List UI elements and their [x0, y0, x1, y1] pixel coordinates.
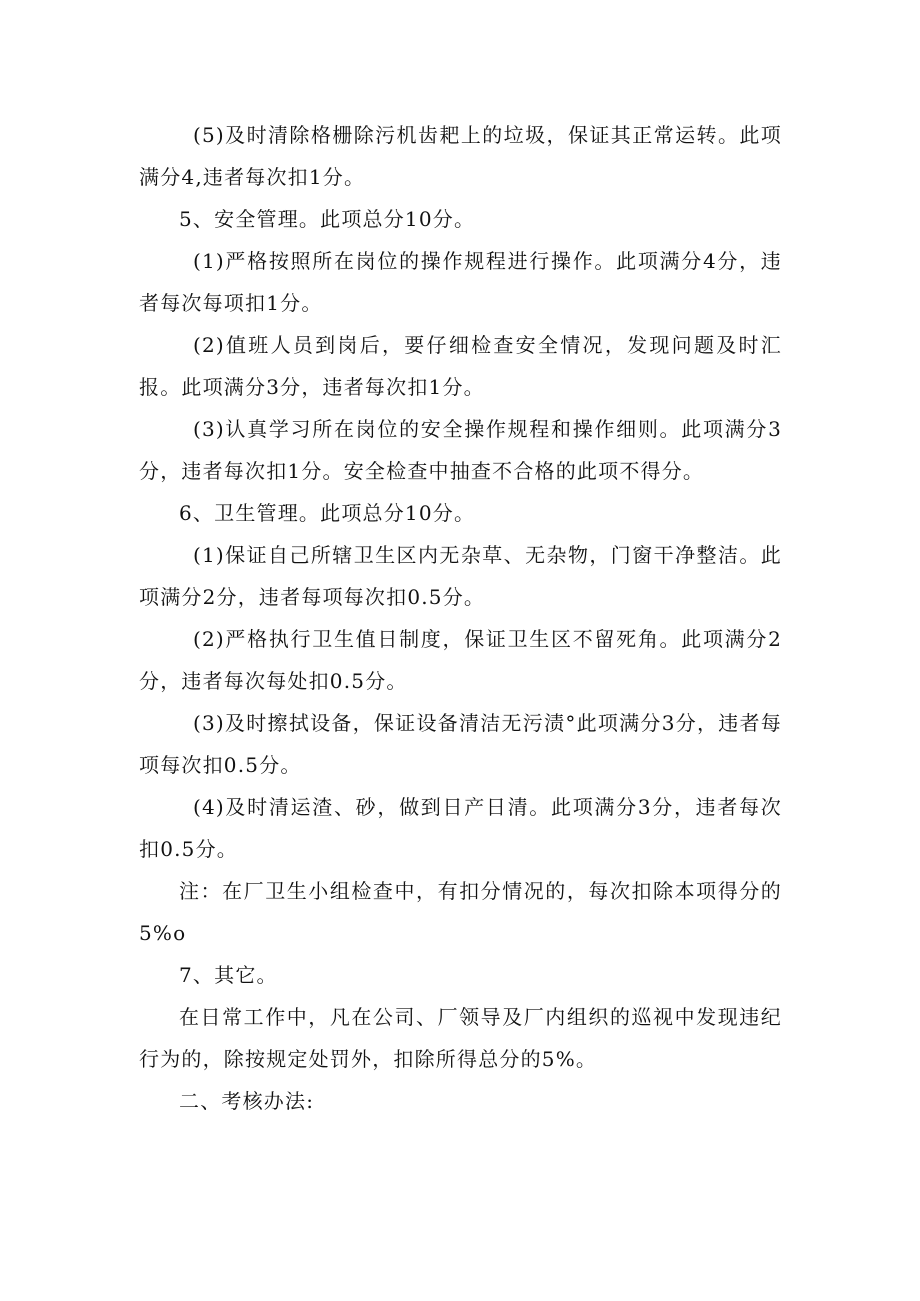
paragraph-safety-item-3: (3)认真学习所在岗位的安全操作规程和操作细则。此项满分3分，违者每次扣1分。安全检查中抽查不合格的此项不得分。 — [139, 417, 782, 483]
paragraph-safety-item-1: (1)严格按照所在岗位的操作规程进行操作。此项满分4分，违者每次每项扣1分。 — [139, 249, 782, 315]
paragraph-hygiene-item-2: (2)严格执行卫生值日制度，保证卫生区不留死角。此项满分2分，违者每次每处扣0.5分。 — [139, 627, 782, 693]
paragraph-safety-item-2: (2)值班人员到岗后，要仔细检查安全情况，发现问题及时汇报。此项满分3分，违者每次扣1分。 — [139, 333, 782, 399]
paragraph-hygiene-item-1: (1)保证自己所辖卫生区内无杂草、无杂物，门窗干净整洁。此项满分2分，违者每项每次扣0.5分。 — [139, 543, 782, 609]
paragraph-item-5-rake-cleaning: (5)及时清除格栅除污机齿耙上的垃圾，保证其正常运转。此项满分4,违者每次扣1分。 — [139, 123, 782, 189]
section-heading-assessment-method: 二、考核办法: — [179, 1089, 315, 1113]
section-heading-safety-management: 5、安全管理。此项总分10分。 — [179, 207, 476, 231]
paragraph-hygiene-item-3: (3)及时擦拭设备，保证设备清洁无污渍°此项满分3分，违者每项每次扣0.5分。 — [139, 711, 782, 777]
paragraph-other-body: 在日常工作中，凡在公司、厂领导及厂内组织的巡视中发现违纪行为的，除按规定处罚外，扣除所得总分的5%。 — [139, 1005, 782, 1071]
section-heading-hygiene-management: 6、卫生管理。此项总分10分。 — [179, 501, 476, 525]
paragraph-hygiene-note: 注：在厂卫生小组检查中，有扣分情况的，每次扣除本项得分的5%o — [139, 879, 782, 945]
paragraph-hygiene-item-4: (4)及时清运渣、砂，做到日产日清。此项满分3分，违者每次扣0.5分。 — [139, 795, 782, 861]
section-heading-other: 7、其它。 — [179, 963, 278, 987]
